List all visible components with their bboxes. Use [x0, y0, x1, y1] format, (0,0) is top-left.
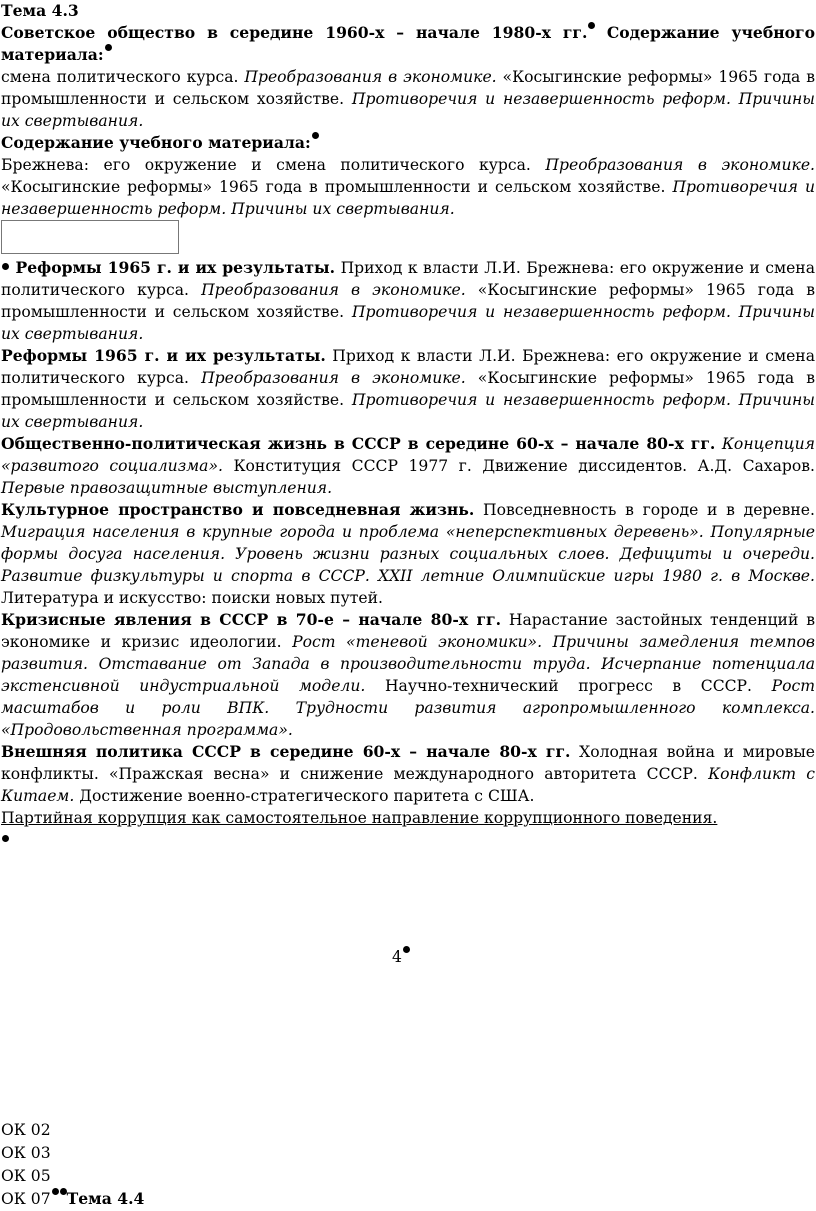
ok-code: ОК 02 [1, 1121, 51, 1139]
bullet-icon [52, 1188, 59, 1195]
text-run: Нарастание застойных тенденций в экономике и кризис идеологии. [1, 611, 815, 651]
italic-run: Противоречия и незавершенность реформ. Причины их свертывания. [1, 391, 816, 431]
bullet-icon [588, 22, 595, 29]
ok-code: ОК 03 [1, 1144, 51, 1162]
bullet-icon [403, 946, 410, 953]
text-run: Холодная война и мировые конфликты. «Пражская весна» и снижение международного авторитета СССР. [1, 743, 815, 783]
italic-run: Первые правозащитные выступления. [1, 479, 333, 497]
underlined-paragraph [0, 807, 816, 829]
italic-run: Преобразования в экономике. [244, 68, 497, 86]
text-run: Брежнева: его окружение и смена политического курса. [1, 156, 546, 174]
italic-run: Конфликт с Китаем. [1, 765, 816, 805]
italic-run: Рост масштабов и роли ВПК. Трудности развития агропромышленного комплекса. «Продовольственная программа». [1, 677, 815, 739]
paragraph-4 [0, 345, 816, 433]
italic-run: Преобразования в экономике. [201, 369, 466, 387]
topic-title: Советское общество в середине 1960-х – начале 1980-х гг. [1, 23, 588, 42]
section-heading: Кризисные явления в СССР в 70-е – начале 80-х гг. [1, 610, 502, 629]
text-run: Приход к власти Л.И. Брежнева: его окружение и смена политического курса. [1, 259, 815, 299]
underlined-text: Партийная коррупция как самостоятельное направление коррупционного поведения. [1, 809, 718, 827]
bullet-line [0, 829, 816, 851]
italic-run: Противоречия и незавершенность реформ. Причины их свертывания. [1, 178, 815, 218]
text-run: Литература и искусство: поиски новых путей. [1, 589, 383, 607]
paragraph-3 [0, 257, 816, 345]
text-run: Приход к власти Л.И. Брежнева: его окружение и смена политического курса. [1, 347, 815, 387]
section-heading: Реформы 1965 г. и их результаты. [1, 346, 326, 365]
bullet-icon [60, 1188, 67, 1195]
content-heading: Содержание учебного материала: [1, 23, 815, 64]
italic-run: Преобразования в экономике. [545, 156, 816, 174]
italic-run: Рост «теневой экономики». Причины замедления темпов развития. Отставание от Запада в производительности труда. Исчерпание потенциала экстенсивной индустриальной модели. [1, 633, 815, 695]
text-run: Конституция СССР 1977 г. Движение диссидентов. А.Д. Сахаров. [222, 457, 815, 475]
page-number: 4 [392, 948, 402, 966]
page-number-line [392, 946, 410, 968]
content-heading-2-line [0, 132, 816, 154]
paragraph-6 [0, 499, 816, 609]
paragraph-7 [0, 609, 816, 741]
text-run: «Косыгинские реформы» 1965 года в промышленности и сельском хозяйстве. [1, 281, 816, 321]
bullet-icon [312, 132, 319, 139]
text-run: «Косыгинские реформы» 1965 года в промышленности и сельском хозяйстве. [1, 178, 673, 196]
ok-code: ОК 07 [1, 1190, 51, 1208]
section-heading: Реформы 1965 г. и их результаты. [15, 258, 336, 277]
ok-code-line [1, 1188, 144, 1211]
paragraph-5 [0, 433, 816, 499]
empty-frame [1, 220, 179, 254]
paragraph-8 [0, 741, 816, 807]
paragraph-2 [0, 154, 816, 220]
italic-run: Преобразования в экономике. [201, 281, 466, 299]
footer-codes [1, 1119, 144, 1211]
text-run: Повседневность в городе и в деревне. [474, 501, 815, 519]
section-heading: Внешняя политика СССР в середине 60-х – начале 80-х гг. [1, 742, 571, 761]
section-heading: Культурное пространство и повседневная жизнь. [1, 500, 475, 519]
section-heading: Общественно-политическая жизнь в СССР в середине 60-х – начале 80-х гг. [1, 434, 716, 453]
paragraph-1 [0, 66, 816, 132]
topic-title-line [0, 22, 816, 66]
content-heading-2: Содержание учебного материала: [1, 133, 311, 152]
ok-code: ОК 05 [1, 1167, 51, 1185]
bullet-icon [105, 44, 112, 51]
text-run: Достижение военно-стратегического паритета с США. [74, 787, 535, 805]
text-run: смена политического курса. [1, 68, 245, 86]
text-run: «Косыгинские реформы» 1965 года в промышленности и сельском хозяйстве. [1, 369, 816, 409]
text-run: «Косыгинские реформы» 1965 года в промышленности и сельском хозяйстве. [1, 68, 816, 108]
bullet-icon [2, 835, 9, 842]
italic-run: Концепция «развитого социализма». [1, 435, 815, 475]
italic-run: Миграция населения в крупные города и проблема «неперспективных деревень». Популярные формы досуга населения. Уровень жизни разных социальных слоев. Дефициты и очереди. Развитие физкультуры и спорта в СССР. XXII летние Олимпийские игры 1980 г. в Москве. [1, 523, 815, 585]
text-run: Научно-технический прогресс в СССР. [365, 677, 772, 695]
topic-label: Тема 4.3 [1, 1, 79, 20]
italic-run: Противоречия и незавершенность реформ. Причины их свертывания. [1, 303, 816, 343]
next-topic-label: Тема 4.4 [66, 1189, 145, 1208]
italic-run: Противоречия и незавершенность реформ. Причины их свертывания. [1, 90, 816, 130]
bullet-icon [2, 263, 9, 270]
